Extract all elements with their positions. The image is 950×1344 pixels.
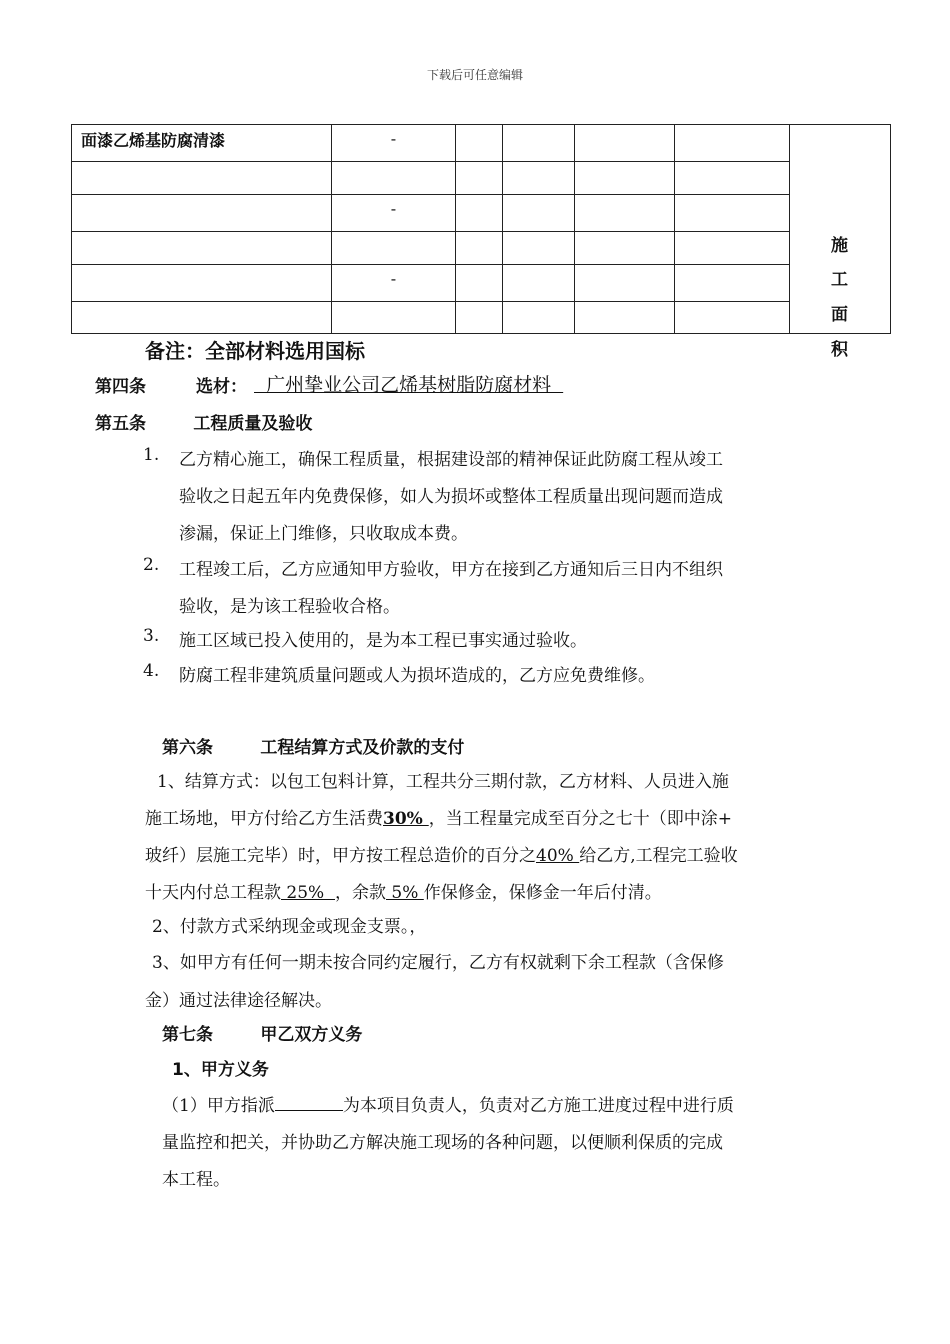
spec-cell: - bbox=[332, 125, 456, 162]
article-5-title: 第五条 工程质量及验收 bbox=[95, 414, 313, 434]
spec-cell: - bbox=[332, 265, 456, 302]
area-label-char: 积 bbox=[831, 340, 848, 360]
table-cell bbox=[332, 162, 456, 195]
text-run: 施工场地，甲方付给乙方生活费 bbox=[145, 809, 383, 829]
second-payment-percent: 40% bbox=[536, 846, 580, 866]
list-item-line: 施工区域已投入使用的，是为本工程已事实通过验收。 bbox=[179, 631, 587, 651]
paragraph-line bbox=[162, 1091, 734, 1116]
materials-table bbox=[71, 124, 891, 334]
table-cell bbox=[503, 232, 575, 265]
list-item-line: 渗漏，保证上门维修，只收取成本费。 bbox=[179, 524, 468, 544]
table-cell bbox=[456, 265, 503, 302]
paragraph-line: 3、如甲方有任何一期未按合同约定履行，乙方有权就剩下余工程款（含保修 bbox=[152, 953, 724, 973]
table-cell bbox=[575, 232, 675, 265]
list-item-line: 工程竣工后，乙方应通知甲方验收，甲方在接到乙方通知后三日内不组织 bbox=[179, 560, 723, 580]
table-cell bbox=[456, 195, 503, 232]
responsible-person-blank[interactable] bbox=[275, 1092, 343, 1111]
table-cell bbox=[72, 162, 332, 195]
paragraph-line bbox=[145, 878, 662, 903]
area-label-char: 面 bbox=[831, 305, 848, 325]
table-cell bbox=[675, 162, 790, 195]
paragraph-line: 本工程。 bbox=[162, 1170, 230, 1190]
table-cell bbox=[575, 125, 675, 162]
table-cell bbox=[503, 195, 575, 232]
text-run: ，当工程量完成至百分之七十（即中涂+ bbox=[428, 809, 732, 829]
table-cell bbox=[72, 232, 332, 265]
warranty-percent: 5% bbox=[386, 883, 424, 903]
table-cell bbox=[503, 125, 575, 162]
list-item-line: 验收，是为该工程验收合格。 bbox=[179, 597, 400, 617]
article-4-label: 第四条 bbox=[95, 377, 146, 397]
paragraph-line: 金）通过法律途径解决。 bbox=[145, 991, 332, 1011]
area-label-char: 工 bbox=[831, 270, 848, 290]
table-cell bbox=[72, 195, 332, 232]
table-cell bbox=[503, 162, 575, 195]
list-item-line: 乙方精心施工，确保工程质量，根据建设部的精神保证此防腐工程从竣工 bbox=[179, 450, 723, 470]
text-run: ，余款 bbox=[335, 883, 386, 903]
table-cell bbox=[675, 232, 790, 265]
paragraph-line bbox=[145, 841, 738, 866]
table-cell bbox=[456, 162, 503, 195]
table-cell bbox=[503, 302, 575, 334]
list-number: 3. bbox=[143, 626, 160, 646]
text-run: 十天内付总工程款 bbox=[145, 883, 281, 903]
table-cell bbox=[456, 302, 503, 334]
list-number: 4. bbox=[143, 661, 160, 681]
table-cell bbox=[456, 125, 503, 162]
materials-note: 备注：全部材料选用国标 bbox=[145, 339, 365, 363]
text-run: 给乙方,工程完工验收 bbox=[579, 846, 738, 866]
table-cell bbox=[503, 265, 575, 302]
paragraph-line bbox=[145, 804, 732, 829]
table-cell bbox=[575, 265, 675, 302]
table-cell bbox=[456, 232, 503, 265]
list-number: 1. bbox=[143, 445, 160, 465]
table-cell bbox=[575, 162, 675, 195]
page-header: 下载后可任意编辑 bbox=[426, 68, 523, 82]
table-cell bbox=[675, 265, 790, 302]
table-cell bbox=[575, 302, 675, 334]
living-fee-percent: 30% bbox=[383, 809, 429, 829]
party-a-duties-heading: 1、甲方义务 bbox=[172, 1060, 269, 1080]
list-item-line: 验收之日起五年内免费保修，如人为损坏或整体工程质量出现问题而造成 bbox=[179, 487, 723, 507]
table-cell bbox=[675, 302, 790, 334]
material-name-cell: 面漆乙烯基防腐清漆 bbox=[72, 125, 332, 162]
text-run: 为本项目负责人，负责对乙方施工进度过程中进行质 bbox=[342, 1096, 734, 1116]
area-label-char: 施 bbox=[831, 236, 848, 256]
article-4-value: 广州挚业公司乙烯基树脂防腐材料 bbox=[254, 374, 564, 396]
list-item-line: 防腐工程非建筑质量问题或人为损坏造成的，乙方应免费维修。 bbox=[179, 666, 655, 686]
paragraph-line: 量监控和把关，并协助乙方解决施工现场的各种问题，以便顺利保质的完成 bbox=[162, 1133, 723, 1153]
table-cell bbox=[332, 302, 456, 334]
table-cell bbox=[575, 195, 675, 232]
table-cell bbox=[675, 195, 790, 232]
table-cell bbox=[72, 302, 332, 334]
table-cell bbox=[675, 125, 790, 162]
article-4-key: 选材： bbox=[196, 377, 247, 397]
text-run: （1）甲方指派 bbox=[162, 1096, 275, 1116]
article-7-title: 第七条 甲乙双方义务 bbox=[162, 1025, 363, 1045]
paragraph-line: 1、结算方式：以包工包料计算，工程共分三期付款，乙方材料、人员进入施 bbox=[157, 772, 729, 792]
text-run: 作保修金，保修金一年后付清。 bbox=[423, 883, 662, 903]
text-run: 玻纤）层施工完毕）时，甲方按工程总造价的百分之 bbox=[145, 846, 536, 866]
list-number: 2. bbox=[143, 555, 160, 575]
final-payment-percent: 25% bbox=[281, 883, 335, 903]
paragraph-line: 2、付款方式采纳现金或现金支票。， bbox=[152, 917, 427, 937]
article-6-title: 第六条 工程结算方式及价款的支付 bbox=[162, 738, 465, 758]
table-cell bbox=[72, 265, 332, 302]
spec-cell: - bbox=[332, 195, 456, 232]
table-cell bbox=[332, 232, 456, 265]
